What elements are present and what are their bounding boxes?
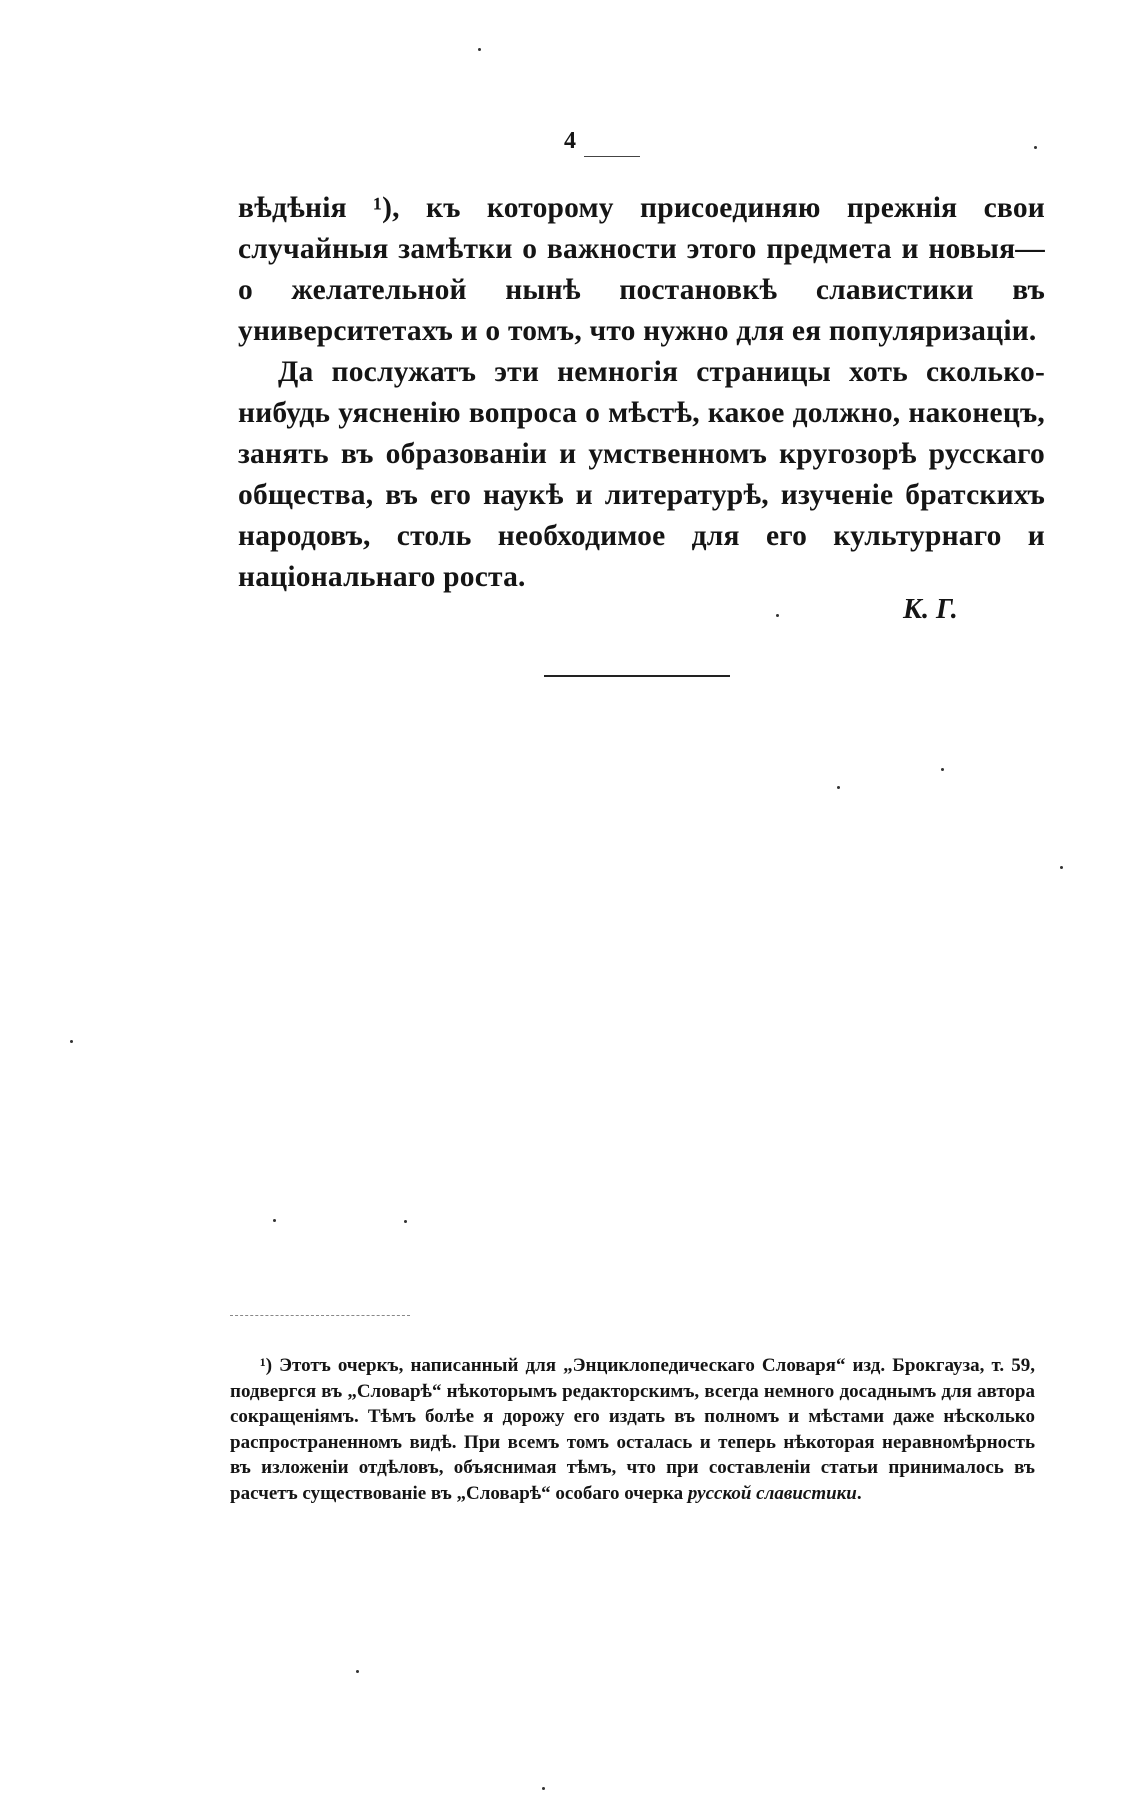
footnote-italic-text: русской славистики <box>687 1482 857 1504</box>
print-speck <box>837 786 840 789</box>
print-speck <box>941 768 944 771</box>
print-speck <box>70 1040 73 1043</box>
print-speck <box>542 1787 545 1790</box>
print-speck <box>478 48 481 51</box>
page-number: 4 <box>564 128 576 154</box>
footnote <box>230 1353 1035 1506</box>
footnote-text-end: . <box>856 1482 862 1504</box>
print-speck <box>404 1220 407 1223</box>
signature: К. Г. <box>903 594 958 625</box>
page-number-rule <box>584 156 640 157</box>
print-speck <box>776 614 779 617</box>
footnote-text: Этотъ очеркъ, написанный для „Энциклопедическаго Словаря“ изд. Брокгауза, т. 59, подвергся въ „Словарѣ“ нѣкоторымъ редакторскимъ, всегда немного досаднымъ для автора сокращеніямъ. Тѣмъ болѣе я дорожу его издать въ полномъ и мѣстами даже нѣсколько распространенномъ видѣ. При всемъ томъ осталась и теперь нѣкоторая неравномѣрность въ изложеніи отдѣловъ, объяснимая тѣмъ, что при составленіи статьи принималось въ расчетъ существованіе въ „Словарѣ“ особаго очерка <box>230 1355 1036 1504</box>
footnote-marker: ¹) <box>260 1355 273 1376</box>
section-divider <box>544 675 730 677</box>
paragraph-closing: Да послужатъ эти немногія страницы хоть сколько-нибудь уясненію вопроса о мѣстѣ, какое должно, наконецъ, занять въ образованіи и умственномъ кругозорѣ русскаго общества, въ его наукѣ и литературѣ, изученіе братскихъ народовъ, столь необходимое для его культурнаго и національнаго роста. <box>238 356 1045 593</box>
main-text <box>238 188 1045 598</box>
print-speck <box>1034 146 1037 149</box>
footnote-rule <box>230 1315 410 1317</box>
footnote-paragraph <box>230 1353 1035 1506</box>
paragraph-continuation: вѣдѣнія ¹), къ которому присоединяю прежнія свои случайныя замѣтки о важности этого предмета и новыя—о желательной нынѣ постановкѣ славистики въ университетахъ и о томъ, что нужно для ея популяризаціи. <box>238 192 1045 347</box>
print-speck <box>356 1670 359 1673</box>
print-speck <box>1060 866 1063 869</box>
print-speck <box>273 1219 276 1222</box>
